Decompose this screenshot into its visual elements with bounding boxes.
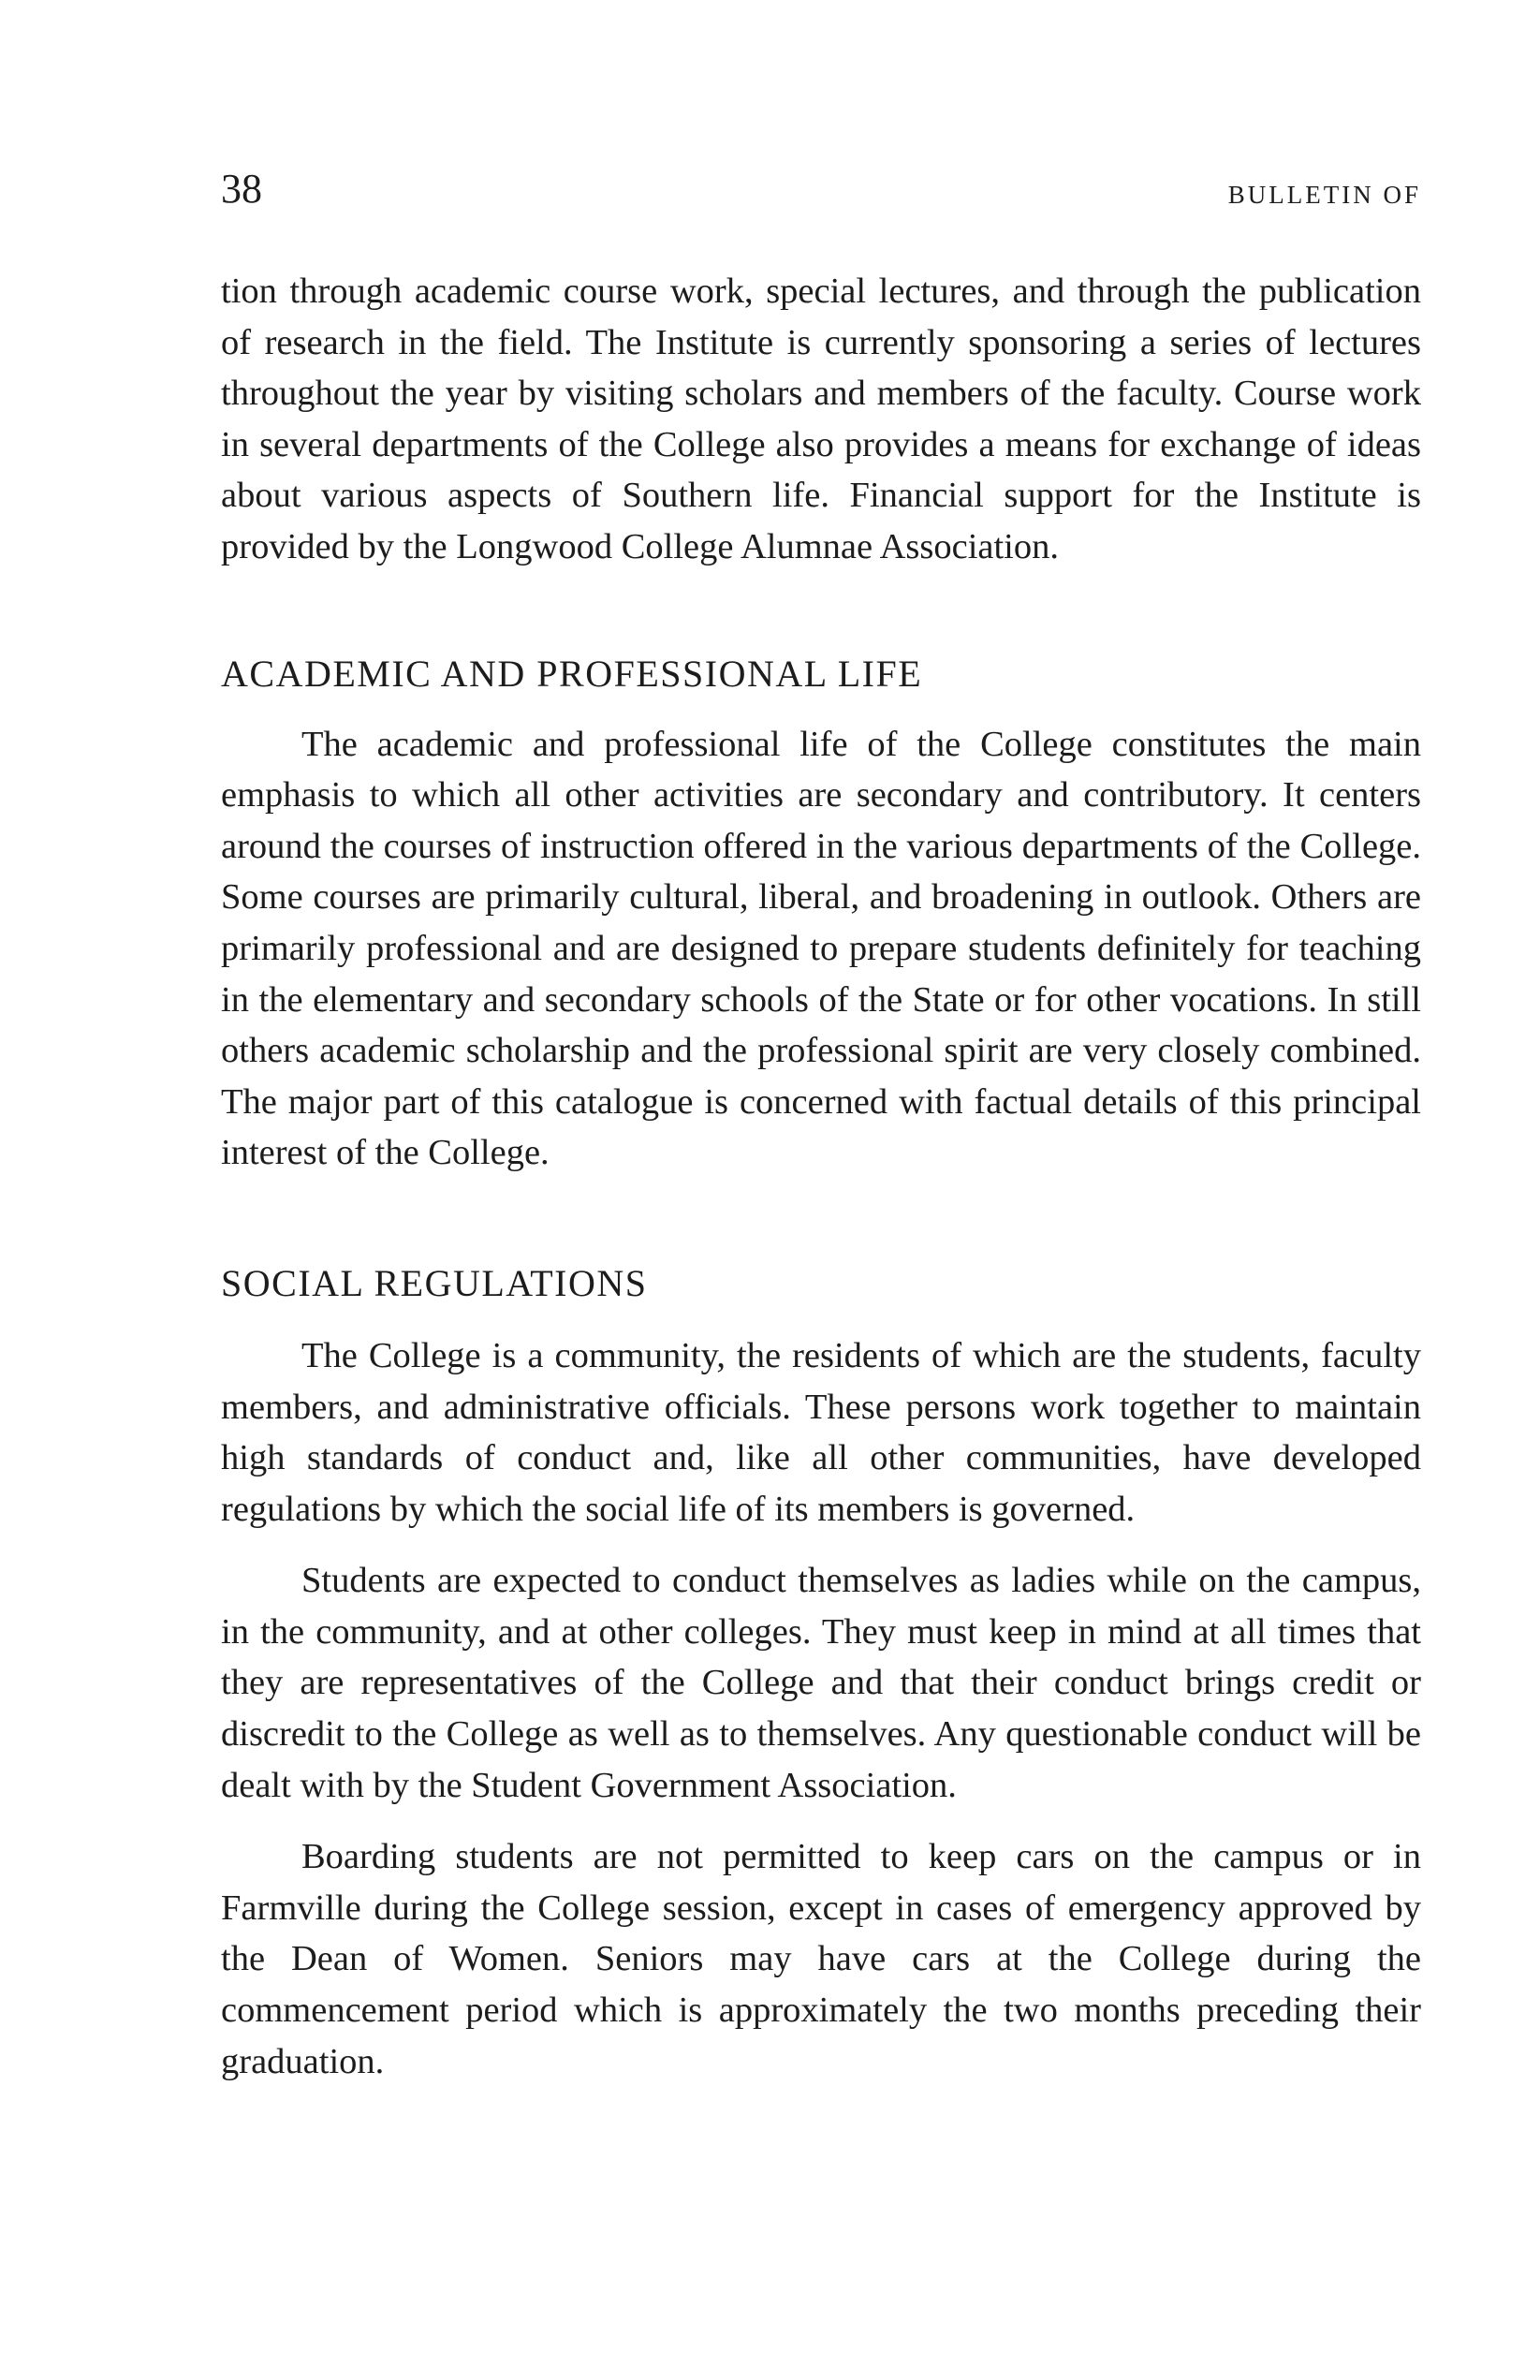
social-paragraph-2: Students are expected to conduct themselves as ladies while on the campus, in the community, and at other colleges. They must keep in mind at all times that they are representatives of the College and that their conduct brings credit or discredit to the College as well as to themselves. Any questionable conduct will be dealt with by the Student Government Association. — [221, 1561, 1421, 1805]
running-head: BULLETIN OF — [1227, 181, 1421, 209]
social-paragraph-3: Boarding students are not permitted to keep cars on the campus or in Farmville during the College session, except in cases of emergency approved by the Dean of Women. Seniors may have cars at the College during the commencement period which is approximately the two months preceding their graduation. — [221, 1837, 1421, 2081]
body-text — [221, 266, 1421, 2087]
social-heading: SOCIAL REGULATIONS — [221, 1261, 648, 1304]
intro-paragraph: tion through academic course work, special lectures, and through the publication of research in the field. The Institute is currently sponsoring a series of lectures throughout the year by visiting scholars and members of the faculty. Course work in several departments of the College also provides a means for exchange of ideas about various aspects of Southern life. Financial support for the Institute is provided by the Longwood College Alumnae Association. — [221, 272, 1421, 566]
social-paragraph-1: The College is a community, the residents of which are the students, faculty members, and administrative officials. These persons work together to maintain high standards of conduct and, like all other communities, have developed regulations by which the social life of its members is governed. — [221, 1335, 1421, 1529]
academic-paragraph: The academic and professional life of the College constitutes the main emphasis to which all other activities are secondary and contributory. It centers around the courses of instruction offered in the various departments of the College. Some courses are primarily cultural, liberal, and broadening in outlook. Others are primarily professional and are designed to prepare students definitely for teaching in the elementary and secondary schools of the State or for other vocations. In still others academic scholarship and the professional spirit are very closely combined. The major part of this catalogue is concerned with factual details of this principal interest of the College. — [221, 724, 1421, 1173]
page-number: 38 — [221, 166, 262, 212]
page-header — [221, 161, 1421, 217]
academic-heading: ACADEMIC AND PROFESSIONAL LIFE — [221, 652, 923, 695]
